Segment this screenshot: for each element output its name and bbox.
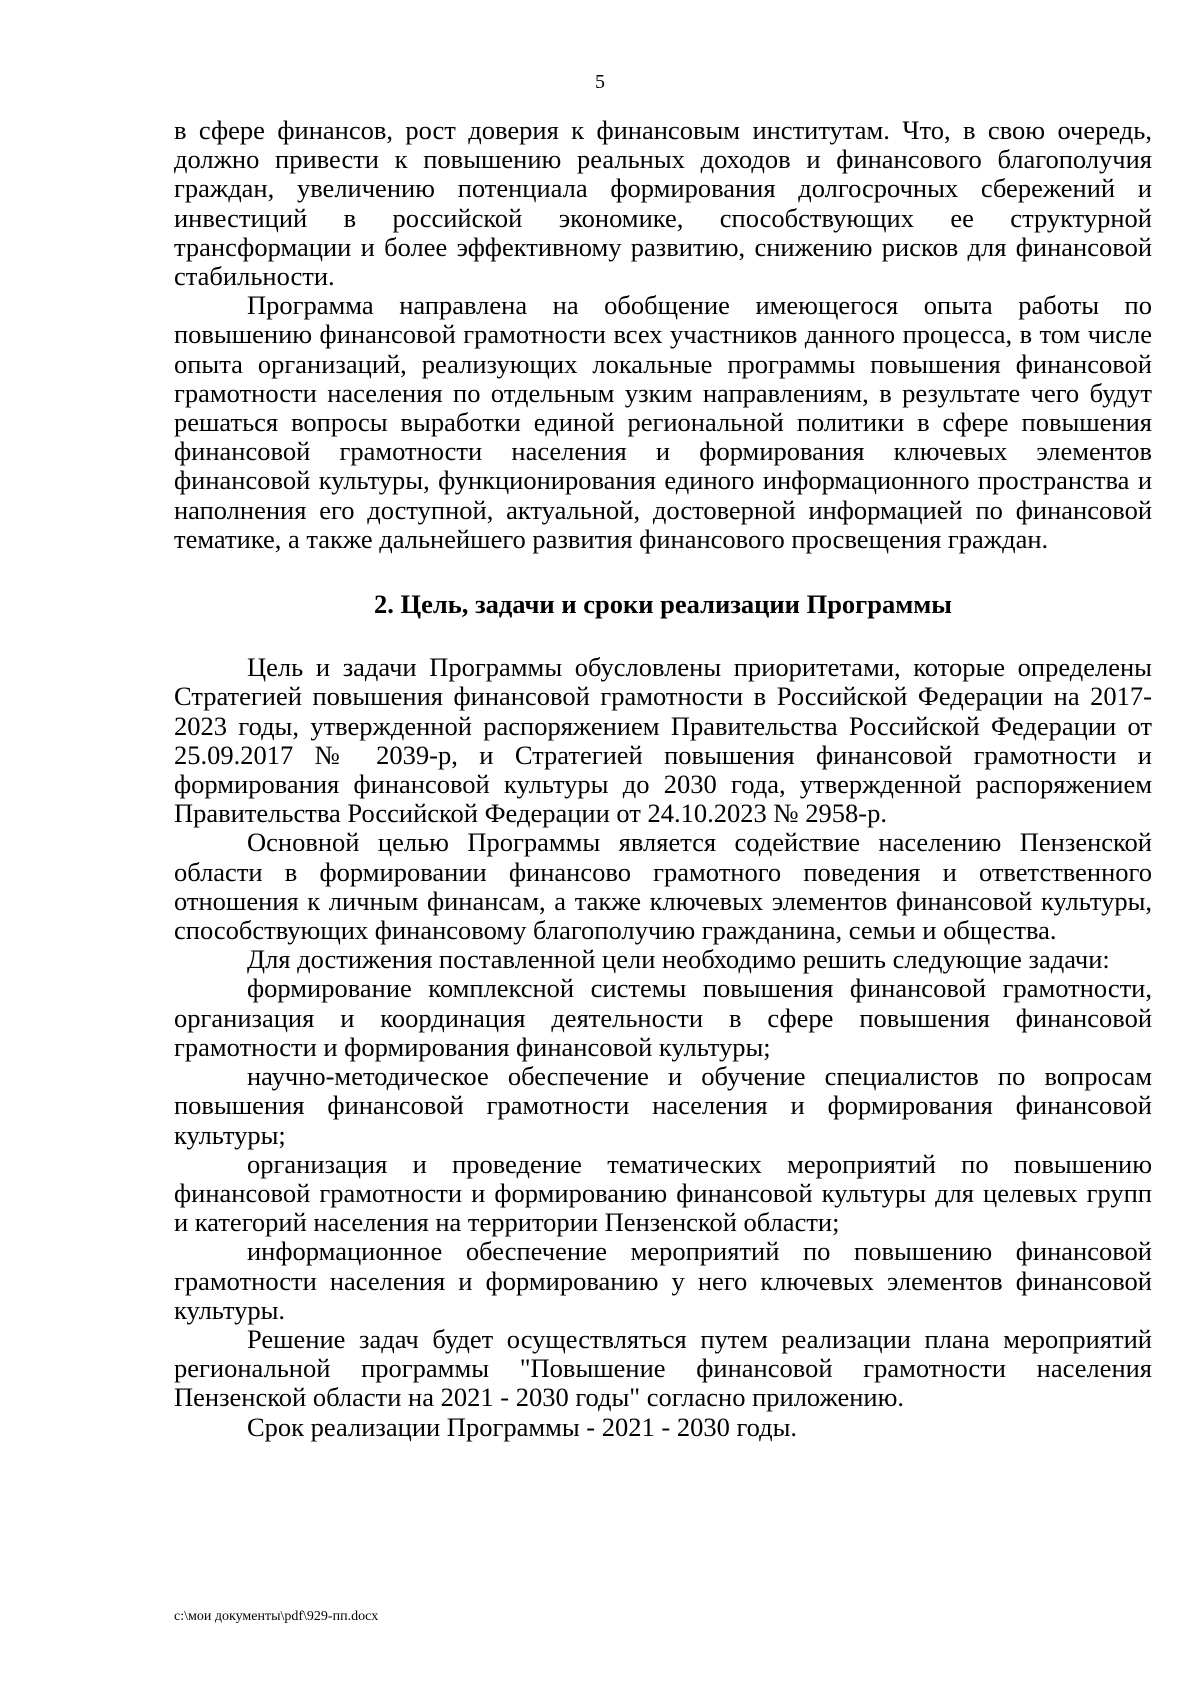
- document-body: [174, 116, 1152, 1442]
- paragraph-task-2: научно-методическое обеспечение и обучение специалистов по вопросам повышения финансовой грамотности населения и формирования финансовой культуры;: [174, 1061, 1152, 1150]
- paragraph-task-1: формирование комплексной системы повышения финансовой грамотности, организация и координация деятельности в сфере повышения финансовой грамотности и формирования финансовой культуры;: [174, 973, 1152, 1062]
- section-heading: 2. Цель, задачи и сроки реализации Программы: [373, 589, 952, 620]
- paragraph-implementation: Решение задач будет осуществляться путем реализации плана мероприятий региональной программы "Повышение финансовой грамотности населения Пензенской области на 2021 - 2030 годы" согласно приложению.: [174, 1323, 1152, 1413]
- paragraph-term: Срок реализации Программы - 2021 - 2030 годы.: [247, 1411, 798, 1442]
- paragraph-goals-strategy: Цель и задачи Программы обусловлены приоритетами, которые определены Стратегией повышения финансовой грамотности в Российской Федерации на 2017-2023 годы, утвержденной распоряжением Правительства Российской Федерации от 25.09.2017 № 2039-р, и Стратегией повышения финансовой грамотности и формирования финансовой культуры до 2030 года, утвержденной распоряжением Правительства Российской Федерации от 24.10.2023 № 2958-р.: [174, 652, 1152, 829]
- paragraph-program-purpose: Программа направлена на обобщение имеющегося опыта работы по повышению финансовой грамотности всех участников данного процесса, в том числе опыта организаций, реализующих локальные программы повышения финансовой грамотности населения по отдельным узким направлениям, в результате чего будут решаться вопросы выработки единой региональной политики в сфере повышения финансовой грамотности населения и формирования ключевых элементов финансовой культуры, функционирования единого информационного пространства и наполнения его доступной, актуальной, достоверной информацией по финансовой тематике, а также дальнейшего развития финансового просвещения граждан.: [174, 290, 1152, 554]
- paragraph-continuation: в сфере финансов, рост доверия к финансовым институтам. Что, в свою очередь, должно привести к повышению реальных доходов и финансового благополучия граждан, увеличению потенциала формирования долгосрочных сбережений и инвестиций в российской экономике, способствующих ее структурной трансформации и более эффективному развитию, снижению рисков для финансовой стабильности.: [174, 115, 1152, 292]
- page-number: 5: [595, 71, 605, 93]
- paragraph-tasks-intro: Для достижения поставленной цели необходимо решить следующие задачи:: [247, 944, 1110, 975]
- footer-file-path: c:\мои документы\pdf\929-пп.docx: [174, 1609, 379, 1624]
- paragraph-task-3: организация и проведение тематических мероприятий по повышению финансовой грамотности и формированию финансовой культуры для целевых групп и категорий населения на территории Пензенской области;: [174, 1148, 1152, 1238]
- paragraph-task-4: информационное обеспечение мероприятий по повышению финансовой грамотности населения и формированию у него ключевых элементов финансовой культуры.: [174, 1236, 1152, 1325]
- paragraph-main-goal: Основной целью Программы является содействие населению Пензенской области в формировании финансово грамотного поведения и ответственного отношения к личным финансам, а также ключевых элементов финансовой культуры, способствующих финансовому благополучию гражданина, семьи и общества.: [174, 827, 1152, 946]
